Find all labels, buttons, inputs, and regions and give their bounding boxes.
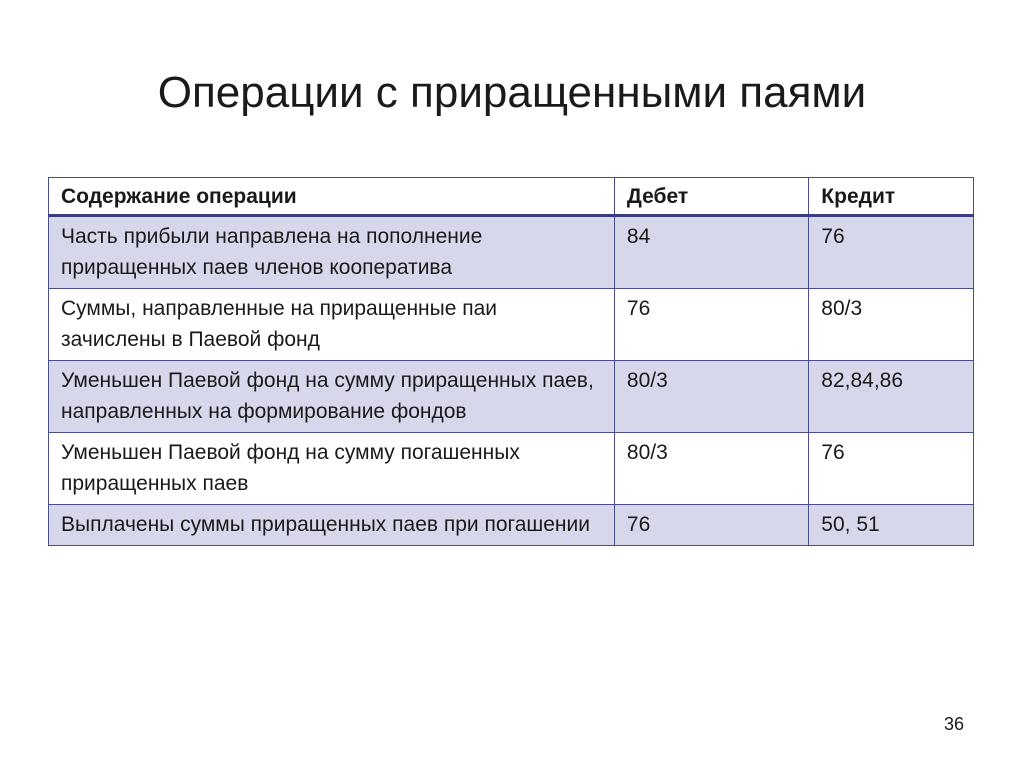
- cell-content: Выплачены суммы приращенных паев при погашении: [49, 505, 615, 546]
- slide-title: Операции с приращенными паями: [157, 68, 867, 117]
- cell-debit: 80/3: [614, 361, 808, 433]
- cell-debit: 76: [614, 505, 808, 546]
- header-credit: Кредит: [809, 178, 974, 216]
- cell-content: Уменьшен Паевой фонд на сумму приращенных паев, направленных на формирование фондов: [49, 361, 615, 433]
- page-number: 36: [943, 714, 964, 734]
- cell-credit: 76: [809, 216, 974, 289]
- cell-content: Суммы, направленные на приращенные паи зачислены в Паевой фонд: [49, 289, 615, 361]
- table-row: [49, 433, 974, 505]
- table-row: [49, 505, 974, 546]
- cell-content: Часть прибыли направлена на пополнение приращенных паев членов кооператива: [49, 216, 615, 289]
- cell-credit: 80/3: [809, 289, 974, 361]
- table-row: [49, 289, 974, 361]
- operations-table: [48, 177, 974, 546]
- table-row: [49, 216, 974, 289]
- header-debit: Дебет: [614, 178, 808, 216]
- cell-credit: 76: [809, 433, 974, 505]
- cell-credit: 50, 51: [809, 505, 974, 546]
- header-content: Содержание операции: [49, 178, 615, 216]
- table-row: [49, 361, 974, 433]
- cell-debit: 80/3: [614, 433, 808, 505]
- table-header-row: [49, 178, 974, 216]
- cell-debit: 84: [614, 216, 808, 289]
- cell-content: Уменьшен Паевой фонд на сумму погашенных приращенных паев: [49, 433, 615, 505]
- cell-credit: 82,84,86: [809, 361, 974, 433]
- cell-debit: 76: [614, 289, 808, 361]
